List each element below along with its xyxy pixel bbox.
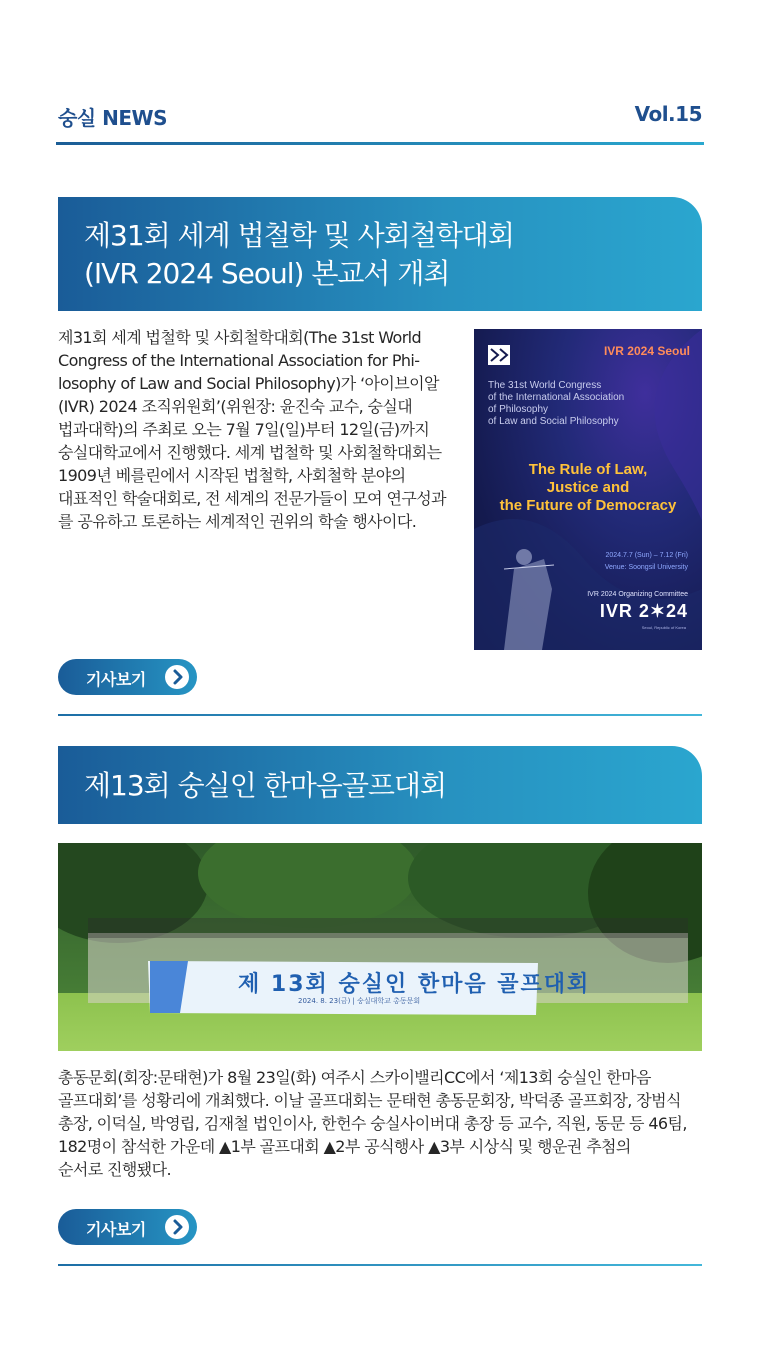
article-2-title-box [58, 746, 702, 824]
article-1-body-line: 를 공유하고 토론하는 세계적인 권위의 학술 행사이다. [58, 512, 417, 531]
newsletter-header [56, 96, 704, 136]
read-more-label: 기사보기 [86, 670, 146, 689]
poster-theme-line: The Rule of Law, [528, 461, 648, 478]
poster-theme-line: the Future of Democracy [499, 497, 677, 514]
article-2-title: 제13회 숭실인 한마음골프대회 [84, 769, 447, 802]
poster-subtitle-line: The 31st World Congress [488, 380, 602, 391]
poster-subtitle-line: of Law and Social Philosophy [488, 416, 619, 427]
ivr-poster-image [474, 329, 702, 650]
article-1-body-line: losophy of Law and Social Philosophy)가 ‘아이브이알 [58, 374, 439, 393]
article-1-title-line1: 제31회 세계 법철학 및 사회철학대회 [84, 219, 514, 252]
poster-logo: IVR 2✶24 [599, 601, 688, 621]
chevron-right-icon [165, 665, 189, 689]
poster-footnote: Seoul, Republic of Korea [641, 625, 686, 630]
golf-group-photo [58, 843, 702, 1051]
article-divider [58, 1264, 702, 1266]
article-2-body-line: 총동문회(회장:문태현)가 8월 23일(화) 여주시 스카이밸리CC에서 ‘제13회 숭실인 한마음 [58, 1068, 651, 1087]
article-2-body-line: 총장, 이덕실, 박영립, 김재철 법인이사, 한헌수 숭실사이버대 총장 등 교수, 직원, 동문 등 46팀, [58, 1114, 687, 1133]
article-2-body-line: 182명이 참석한 가운데 ▲1부 골프대회 ▲2부 공식행사 ▲3부 시상식 및 행운권 추첨의 [58, 1137, 631, 1156]
article-1-body-line: Congress of the International Association for Phi- [58, 351, 420, 370]
chevron-right-icon [165, 1215, 189, 1239]
article-divider [58, 714, 702, 716]
article-2-body-line: 순서로 진행됐다. [58, 1160, 171, 1179]
article-1-title-line2: (IVR 2024 Seoul) 본교서 개최 [84, 257, 450, 290]
poster-date-venue [605, 550, 688, 574]
poster-subtitle [488, 380, 688, 428]
article-2-body-line: 골프대회’를 성황리에 개최했다. 이날 골프대회는 문태현 총동문회장, 박덕종 골프회장, 장범식 [58, 1091, 681, 1110]
ivr-emblem-icon [488, 345, 510, 365]
article-2-read-more-button[interactable] [58, 1209, 197, 1245]
poster-theme [482, 461, 694, 515]
poster-organizer: IVR 2024 Organizing Committee [587, 591, 688, 598]
poster-theme-line: Justice and [546, 479, 630, 496]
golf-photo-scene [58, 843, 702, 1051]
poster-date: 2024.7.7 (Sun) – 7.12 (Fri) [605, 552, 688, 559]
banner-subtitle: 2024. 8. 23(금) | 숭실대학교 총동문회 [298, 997, 421, 1005]
article-1-read-more-button[interactable] [58, 659, 197, 695]
poster-subtitle-line: of Philosophy [488, 404, 549, 415]
article-1-body-line: 숭실대학교에서 진행했다. 세계 법철학 및 사회철학대회는 [58, 443, 442, 462]
banner-title: 제 13회 숭실인 한마음 골프대회 [238, 972, 591, 997]
section-title: 숭실 NEWS [58, 106, 167, 130]
poster-venue: Venue: Soongsil University [604, 564, 688, 571]
article-1-title-box [58, 197, 702, 311]
volume-label: Vol.15 [634, 102, 702, 126]
poster-event-label: IVR 2024 Seoul [603, 344, 690, 358]
poster-subtitle-line: of the International Association [488, 392, 625, 403]
article-1-body-line: (IVR) 2024 조직위원회’(위원장: 윤진숙 교수, 숭실대 [58, 397, 413, 416]
article-1-body-line: 1909년 베를린에서 시작된 법철학, 사회철학 분야의 [58, 466, 406, 485]
header-rule [56, 142, 704, 145]
article-1-body-line: 대표적인 학술대회로, 전 세계의 전문가들이 모여 연구성과 [58, 489, 446, 508]
read-more-label: 기사보기 [86, 1220, 146, 1239]
article-1-body-line: 제31회 세계 법철학 및 사회철학대회(The 31st World [58, 328, 422, 347]
article-1-body-line: 법과대학)의 주최로 오는 7월 7일(일)부터 12일(금)까지 [58, 420, 430, 439]
